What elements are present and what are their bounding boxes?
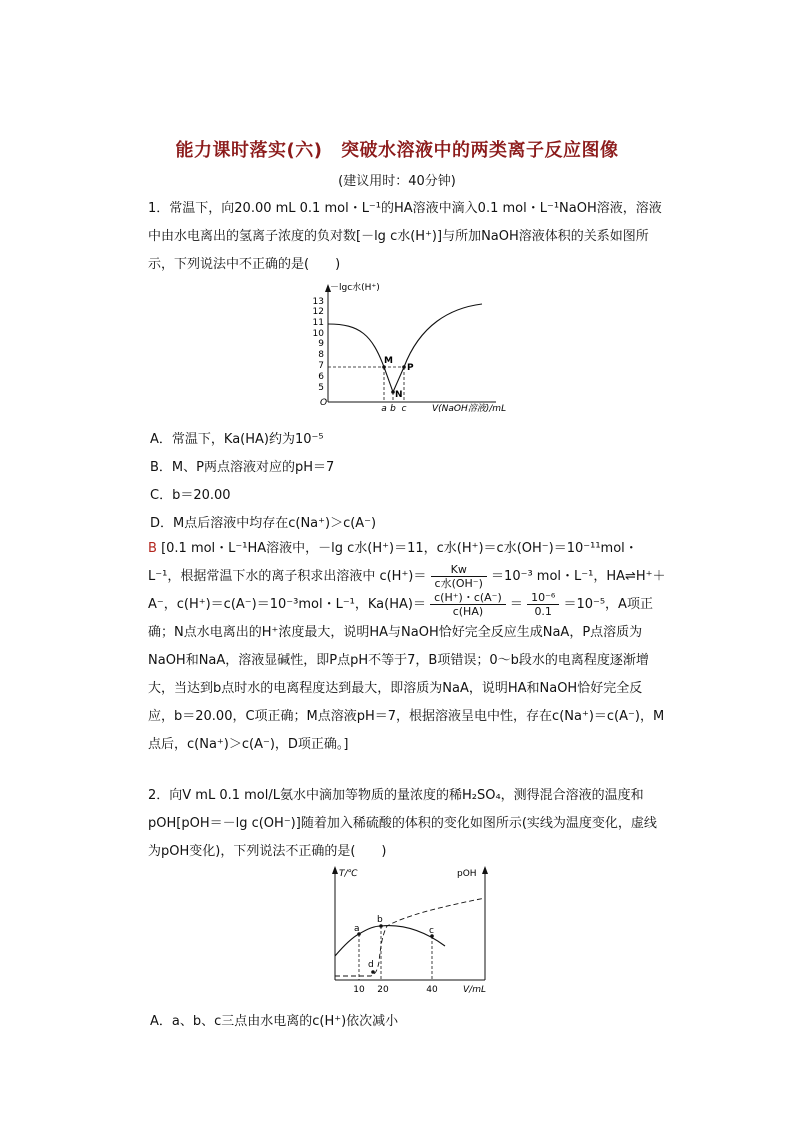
q1-point-label: M — [384, 356, 393, 366]
q1-xtick: c — [401, 404, 407, 414]
q1-origin: O — [320, 398, 328, 408]
q1-fraction-kw: $\frac{Kw}{\text{c水(OH⁻)}}$ — [431, 563, 487, 590]
q1-expl-part-1: [0.1 mol・L⁻¹HA溶液中，－lg c水(H⁺)＝11，c水(H⁺)＝c水(OH⁻)＝10⁻¹¹mol・L⁻¹，根据常温下水的离子积求出溶液中 c(H⁺)＝ — [148, 541, 638, 584]
q1-stem: 1．常温下，向20.00 mL 0.1 mol・L⁻¹的HA溶液中滴入0.1 mol・L⁻¹NaOH溶液，溶液中由水电离出的氢离子浓度的负对数[－lg c水(H⁺)]与所加NaOH溶液体积的关系如图所示，下列说法中不正确的是( ) — [148, 201, 662, 272]
q1-xlabel: V(NaOH溶液)/mL — [432, 404, 507, 414]
q1-ytick: 5 — [318, 383, 324, 393]
q1-answer-letter: B — [148, 541, 157, 556]
q1-expl-part-3: ＝ — [509, 597, 523, 612]
q1-option-a: A．常温下，Ka(HA)约为10⁻⁵ — [150, 432, 324, 447]
q1-option-c: C．b＝20.00 — [150, 488, 231, 503]
page-title: 能力课时落实(六) 突破水溶液中的两类离子反应图像 — [175, 140, 619, 161]
q1-ytick: 12 — [312, 307, 324, 317]
q2-xtick: 10 — [353, 985, 365, 995]
q2-point-label: a — [354, 924, 360, 934]
q2-ylabel-right: pOH — [457, 869, 477, 879]
q1-explanation — [148, 535, 668, 759]
q1-fraction-value: $\frac{\text{10⁻⁶}}{0.1}$ — [527, 591, 559, 618]
q2-xtick: 40 — [426, 985, 438, 995]
q1-option-b: B．M、P两点溶液对应的pH＝7 — [150, 460, 335, 475]
q1-option-d: D．M点后溶液中均存在c(Na⁺)＞c(A⁻) — [150, 516, 377, 531]
q1-ytick: 13 — [312, 297, 324, 307]
q2-point-label: b — [377, 915, 383, 925]
q2-stem: 2．向V mL 0.1 mol/L氨水中滴加等物质的量浓度的稀H₂SO₄，测得混合溶液的温度和pOH[pOH＝－lg c(OH⁻)]随着加入稀硫酸的体积的变化如图所示(实线为温度变化，虚线为pOH变化)，下列说法不正确的是( ) — [148, 788, 657, 859]
q2-xlabel: V/mL — [463, 985, 486, 995]
q1-fraction-ka: $\frac{c(H^+)・c(A^-)}{c(HA)}$ — [430, 591, 506, 618]
q2-xtick: 20 — [377, 985, 389, 995]
q2-ylabel-left: T/℃ — [339, 869, 358, 879]
q1-xtick: b — [390, 404, 396, 414]
q1-point-label: P — [407, 363, 414, 373]
q1-xtick: a — [381, 404, 387, 414]
q1-expl-part-2: ＝10⁻³ mol・L⁻¹，HA⇌H⁺＋A⁻，c(H⁺)＝c(A⁻)＝10⁻³mol・L⁻¹，Ka(HA)＝ — [148, 569, 666, 612]
q1-ytick: 8 — [318, 350, 324, 360]
q1-point-label: N — [395, 390, 403, 400]
q1-ytick: 6 — [318, 372, 324, 382]
q2-point-label: c — [429, 926, 434, 936]
q1-expl-part-4: ＝10⁻⁵，A项正确；N点水电离出的H⁺浓度最大，说明HA与NaOH恰好完全反应生成NaA，P点溶质为NaOH和NaA，溶液显碱性，即P点pH不等于7，B项错误；0～b段水的电离程度逐渐增大，当达到b点时水的电离程度达到最大，即溶质为NaA，说明HA和NaOH恰好完全反应，b＝20.00，C项正确；M点溶液pH＝7，根据溶液呈电中性，存在c(Na⁺)＝c(A⁻)，M点后，c(Na⁺)＞c(A⁻)，D项正确。] — [148, 597, 665, 752]
q1-chart — [300, 280, 540, 415]
q1-ytick: 10 — [312, 329, 324, 339]
q1-ytick: 9 — [318, 339, 324, 349]
q1-ylabel: －lgc水(H⁺) — [330, 283, 380, 293]
q2-option-a: A．a、b、c三点由水电离的c(H⁺)依次减小 — [150, 1014, 399, 1029]
q2-chart — [305, 862, 505, 1002]
suggested-time: (建议用时：40分钟) — [338, 174, 456, 189]
q2-point-label: d — [368, 960, 374, 970]
q1-ytick: 7 — [318, 361, 324, 371]
q1-ytick: 11 — [312, 318, 324, 328]
